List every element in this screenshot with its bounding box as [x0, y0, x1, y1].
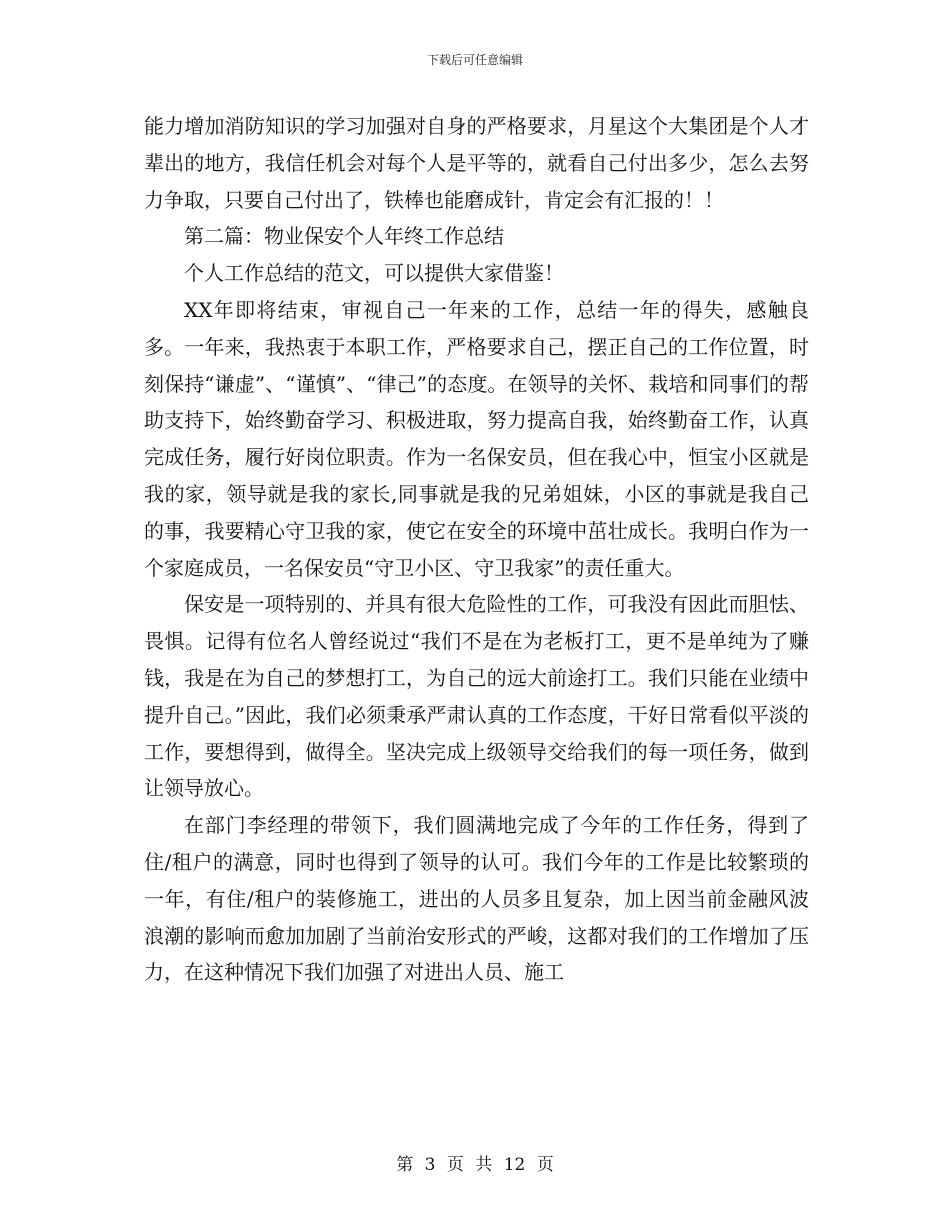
section-heading: 第二篇：物业保安个人年终工作总结 [184, 224, 504, 249]
page-number: 第 3 页 共 12 页 [396, 1155, 554, 1175]
paragraph-body: XX年即将结束，审视自己一年来的工作，总结一年的得失，感触良多。一年来，我热衷于本职工作，严格要求自己，摆正自己的工作位置，时刻保持“谦虚”、“谨慎”、“律己”的态度。在领导的关怀、栽培和同事们的帮助支持下，始终勤奋学习、积极进取，努力提高自我，始终勤奋工作，认真完成任务，履行好岗位职责。作为一名保安员，但在我心中，恒宝小区就是我的家，领导就是我的家长,同事就是我的兄弟姐妹，小区的事就是我自己的事，我要精心守卫我的家，使它在安全的环境中茁壮成长。我明白作为一个家庭成员，一名保安员“守卫小区、守卫我家”的责任重大。 [144, 297, 809, 580]
paragraph-body: 保安是一项特别的、并具有很大危险性的工作，可我没有因此而胆怯、畏惧。记得有位名人曾经说过“我们不是在为老板打工，更不是单纯为了赚钱，我是在为自己的梦想打工，为自己的远大前途打工。我们只能在业绩中提升自己。”因此，我们必须秉承严肃认真的工作态度，干好日常看似平淡的工作，要想得到，做得全。坚决完成上级领导交给我们的每一项任务，做到让领导放心。 [144, 592, 809, 801]
page-header-note: 下载后可任意编辑 [426, 53, 523, 67]
paragraph-body: 在部门李经理的带领下，我们圆满地完成了今年的工作任务，得到了住/租户的满意，同时也得到了领导的认可。我们今年的工作是比较繁琐的一年，有住/租户的装修施工，进出的人员多且复杂，加上因当前金融风波浪潮的影响而愈加加剧了当前治安形式的严峻，这都对我们的工作增加了压力，在这种情况下我们加强了对进出人员、施工 [144, 813, 809, 985]
paragraph-continuation: 能力增加消防知识的学习加强对自身的严格要求，月星这个大集团是个人才辈出的地方，我信任机会对每个人是平等的，就看自己付出多少，怎么去努力争取，只要自己付出了，铁棒也能磨成针，肯定会有汇报的！！ [144, 114, 809, 212]
paragraph-intro: 个人工作总结的范文，可以提供大家借鉴！ [184, 261, 564, 286]
document-body [144, 108, 809, 991]
